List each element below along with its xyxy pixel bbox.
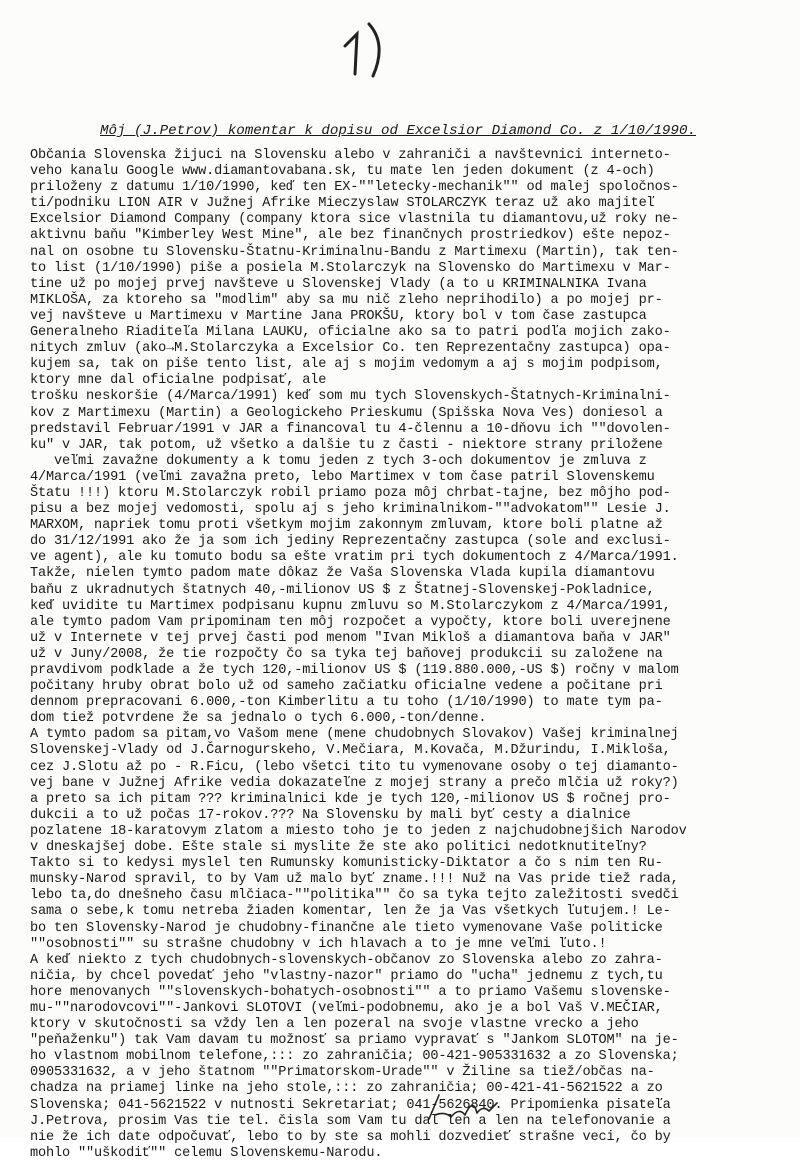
text-line: trošku neskoršie (4/Marca/1991) keď som mu tych Slovenskych-Štatnych-Kriminalni- [30,389,671,405]
text-line: ktory mne dal oficialne podpisať, ale [30,373,327,389]
text-line: pisu a bez mojej vedomosti, spolu aj s jeho kriminalnikom-""advokatom"" Lesie J. [30,502,671,518]
text-line: A tymto padom sa pitam,vo Vašom mene (mene chudobnych Slovakov) Vašej kriminalnej [30,727,679,743]
text-line: kujem sa, tak on piše tento list, ale aj s mojim vedomym a aj s mojim podpisom, [30,357,663,373]
text-line: Excelsior Diamond Company (company ktora sice vlastnila tu diamantovu,už roky ne- [30,212,679,228]
text-line: ku" v JAR, tak potom, už všetko a dalšie tu z časti - niektore strany priložene [30,437,663,453]
text-line: keď uvidite tu Martimex podpisanu kupnu zmluvu so M.Stolarczykom z 4/Marca/1991, [30,598,671,614]
text-line: nie že ich date odpočuvať, lebo to by ste sa mohli dozvedieť strašne veci, čo by [30,1129,671,1145]
text-line: dukcii a to už počas 17-rokov.??? Na Slovensku by mali byť cesty a dialnice [30,807,631,823]
handwritten-signature-icon [425,1085,505,1125]
text-line: Slovenskej-Vlady od J.Čarnogurskeho, V.Mečiara, M.Kovača, M.Džurindu, I.Mikloša, [30,743,671,759]
text-line: MARXOM, napriek tomu proti všetkym mojim zakonnym zmluvam, ktore boli platne až [30,518,663,534]
text-line: ho vlastnom mobilnom telefone,::: zo zahraničia; 00-421-905331632 a zo Slovenska; [30,1049,679,1065]
text-line: cez J.Slotu až po - R.Ficu, (lebo všetci tito tu vymenovane osoby o tej diamanto- [30,759,679,775]
text-line: vej navšteve u Martimexu v Martine Jana PROKŠU, ktory bol v tom čase zastupca [30,308,647,324]
text-line: ničia, by chcel povedať jeho "vlastny-nazor" priamo do "ucha" jednemu z tych,tu [30,968,663,984]
handwritten-page-number-icon [335,14,395,84]
text-line: priloženy z datumu 1/10/1990, keď ten EX-""letecky-mechanik"" od malej spoločnos- [30,180,679,196]
paragraph-2 [30,389,780,566]
text-line: Štatu !!!) ktoru M.Stolarczyk robil priamo poza môj chrbat-tajne, bez môjho pod- [30,485,671,501]
text-line: počitany hruby obrat bolo už od sameho začiatku oficialne vedene a počitane pri [30,679,663,695]
text-line: "peňaženku") tak Vam davam tu možnosť sa priamo vypravať s "Jankom SLOTOM" na je- [30,1033,679,1049]
text-line: veho kanalu Google www.diamantovabana.sk, tu mate len jeden dokument (z 4-och) [30,164,655,180]
document-title: Môj (J.Petrov) komentar k dopisu od Excelsior Diamond Co. z 1/10/1990. [100,123,696,139]
text-line: ale tymto padom Vam pripominam ten môj rozpočet a vypočty, ktore boli uverejnene [30,614,671,630]
text-line: mohlo ""uškodiť"" celemu Slovenskemu-Narodu. [30,1145,383,1161]
text-line: Občania Slovenska žijuci na Slovensku alebo v zahraniči a navštevnici interneto- [30,148,671,163]
text-line: ti/podniku LION AIR v Južnej Afrike Mieczyslaw STOLARCZYK teraz už ako majiteľ [30,196,655,212]
text-line: nal on osobne tu Slovensku-Štatnu-Kriminalnu-Bandu z Martimexu (Martin), tak ten- [30,244,679,260]
text-line: vej bane v Južnej Afrike vedia dokazateľne z mojej strany a prečo mlčia už roky?) [30,775,679,791]
text-line: bo ten Slovensky-Narod je chudobny-finančne ale tieto vymenovane Vaše politicke [30,920,663,936]
text-line: Generalneho Riaditeľa Milana LAUKU, oficialne ako sa to patri podľa mojich zako- [30,325,671,341]
text-line: a preto sa ich pitam ??? kriminalnici kde je tych 120,-milionov US $ ročnej pro- [30,791,671,807]
text-line: dom tiež potvrdene že sa jednalo o tych 6.000,-ton/denne. [30,711,487,727]
text-line: už v Juny/2008, že tie rozpočty čo sa tyka tej baňovej produkcii su založene na [30,646,663,662]
text-line: lebo ta,do dnešneho času mlčiaca-""politika"" čo sa tyka tejto zaležitosti svedči [30,888,679,904]
text-line: baňu z ukradnutych štatnych 40,-milionov US $ z Štatnej-Slovenskej-Pokladnice, [30,582,655,598]
text-line: v dneskajšej dobe. Ešte stale si myslite že ste ako politici nedotknutiteľny? [30,840,647,856]
text-line: munsky-Narod spravil, to by Vam už malo byť zname.!!! Nuž na Vas pride tiež rada, [30,872,679,888]
text-line: pozlatene 18-karatovym zlatom a miesto toho je to jeden z najchudobnejšich Narodov [30,823,687,839]
text-line: Takto si to kedysi myslel ten Rumunsky komunisticky-Diktator a čo s nim ten Ru- [30,856,663,872]
paragraph-3 [30,566,780,727]
text-line: ktory v skutočnosti sa vždy len a len pozeral na svoje vlastne vrecko a jeho [30,1017,639,1033]
paragraph-1 [30,148,780,389]
text-line: J.Petrova, prosim Vas tie tel. čisla som Vam tu dal len a len na telefonovanie a [30,1113,671,1129]
text-line: ve agent), ale ku tomuto bodu sa ešte vratim pri tych dokumentoch z 4/Marca/1991. [30,550,679,566]
paragraph-5 [30,953,780,1162]
text-line: 0905331632, a v jeho štatnom ""Primatorskom-Urade"" v Žiline sa tiež/občas na- [30,1065,655,1081]
text-line: MIKLOŠA, za ktoreho sa "modlim" aby sa mu nič zleho neprihodilo) a po mojej pr- [30,292,663,308]
text-line: do 31/12/1991 ako že ja som ich jediny Reprezentačny zastupca (sole and exclusi- [30,534,671,550]
text-line: 4/Marca/1991 (veľmi zavažna preto, lebo Martimex v tom čase patril Slovenskemu [30,469,655,485]
text-line: A keď niekto z tych chudobnych-slovenskych-občanov zo Slovenska alebo zo zahra- [30,952,663,968]
text-line: Takže, nielen tymto padom mate dôkaz že Vaša Slovenska Vlada kupila diamantovu [30,566,655,582]
text-line: tine už po mojej prvej navšteve u Slovenskej Vlady (a to u KRIMINALNIKA Ivana [30,276,647,292]
text-line: ""osobnosti"" su strašne chudobny v ich hlavach a to je mne veľmi ľuto.! [30,936,607,952]
text-line: veľmi zavažne dokumenty a k tomu jeden z tych 3-och dokumentov je zmluva z [30,453,647,469]
letter-body [30,148,780,1162]
paragraph-4 [30,727,780,952]
text-line: nitych zmluv (ako→M.Stolarczyka a Excelsior Co. ten Reprezentačny zastupca) opa- [30,341,671,357]
text-line: chadza na priamej linke na jeho stole,::: zo zahraničia; 00-421-41-5621522 a zo [30,1081,663,1097]
text-line: dennom prepracovani 6.000,-ton Kimberlitu a tu toho (1/10/1990) to mate tym pa- [30,695,663,711]
text-line: hore menovanych ""slovenskych-bohatych-osobnosti"" a to priamo Vašemu slovenske- [30,984,671,1000]
text-line: sama o sebe,k tomu netreba žiaden komentar, len že ja Vas všetkych ľutujem.! Le- [30,904,671,920]
text-line: kov z Martimexu (Martin) a Geologickeho Prieskumu (Spišska Nova Ves) doniesol a [30,405,663,421]
text-line: už v Internete v tej prvej časti pod menom "Ivan Mikloš a diamantova baňa v JAR" [30,630,671,646]
text-line: mu-""narodovcovi""-Jankovi SLOTOVI (veľmi-podobnemu, ako je a bol Vaš V.MEČIAR, [30,1000,663,1016]
text-line: to list (1/10/1990) piše a posiela M.Stolarczyk na Slovensko do Martimexu v Mar- [30,260,671,276]
text-line: predstavil Februar/1991 v JAR a financoval tu 4-člennu a 10-dňovu ich ""dovolen- [30,421,671,437]
text-line: pravdivom podklade a že tych 120,-milionov US $ (119.880.000,-US $) ročny v malom [30,663,679,678]
text-line: aktivnu baňu "Kimberley West Mine", ale bez finančnych prostriedkov) ešte nepoz- [30,228,671,244]
text-line: Slovenska; 041-5621522 v nutnosti Sekretariat; 041-5626840. Pripomienka pisateľa [30,1097,671,1113]
